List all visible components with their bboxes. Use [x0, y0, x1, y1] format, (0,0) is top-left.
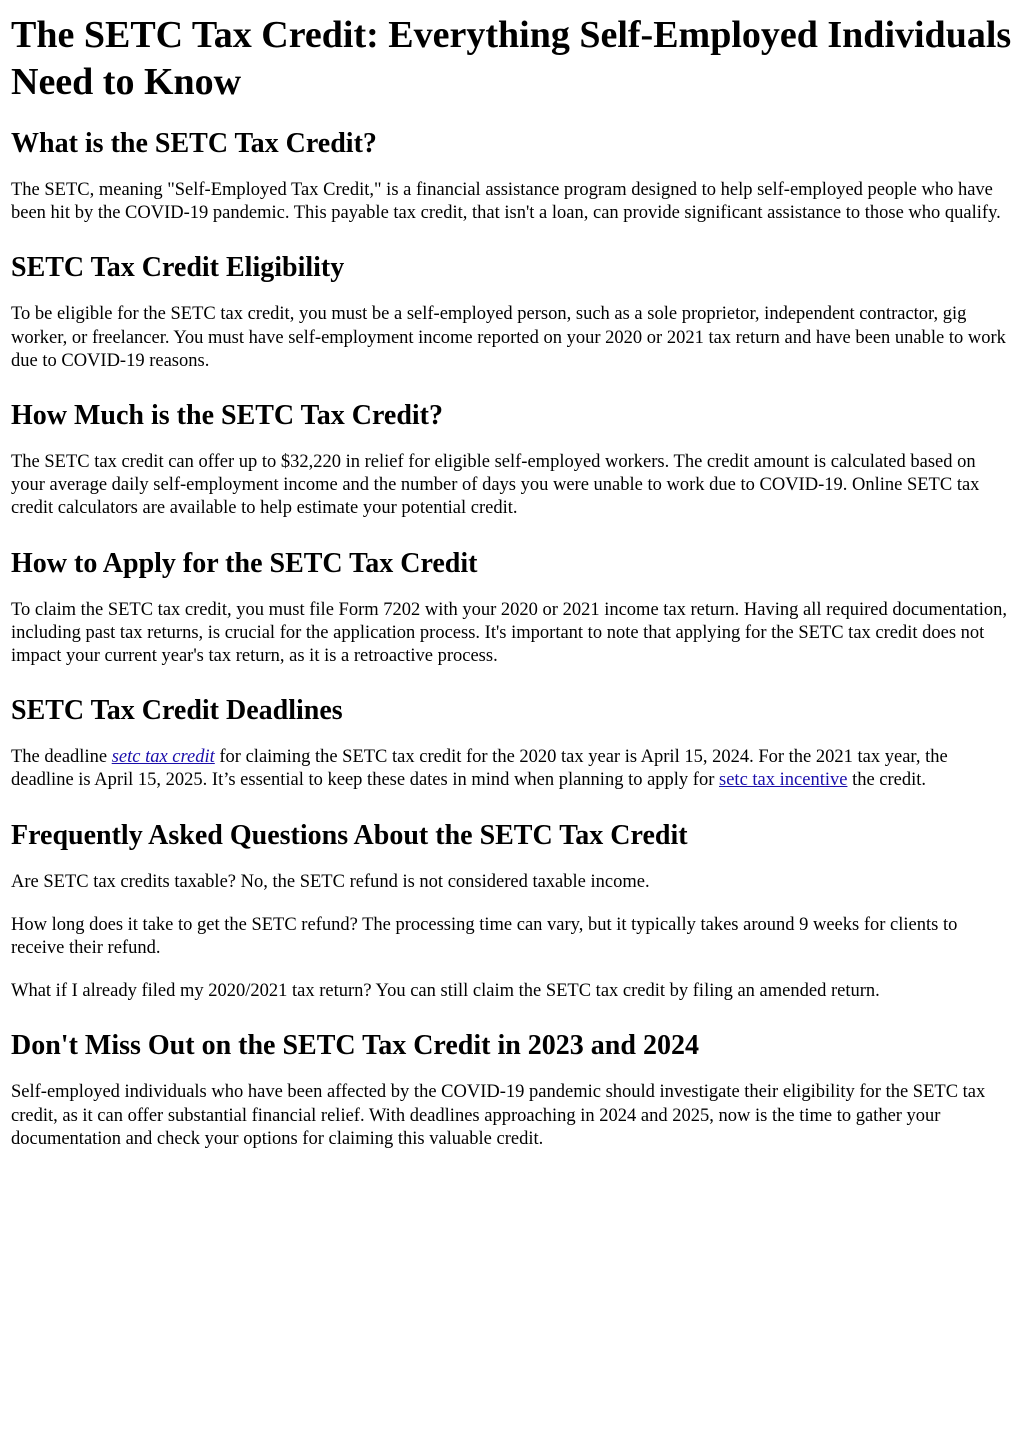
- section-paragraph: Self-employed individuals who have been affected by the COVID-19 pandemic should investigate their eligibility for the SETC tax credit, as it can offer substantial financial relief. With deadlines approaching in 2024 and 2025, now is the time to gather your documentation and check your options for claiming this valuable credit.: [11, 1082, 986, 1149]
- section-paragraph: The SETC, meaning "Self-Employed Tax Credit," is a financial assistance program designed to help self-employed people who have been hit by the COVID-19 pandemic. This payable tax credit, that isn't a loan, can provide significant assistance to those who qualify.: [11, 180, 1001, 224]
- section-faq: [11, 819, 1013, 1004]
- section-heading: What is the SETC Tax Credit?: [11, 128, 377, 159]
- section-what-is: [11, 127, 1013, 225]
- section-heading: SETC Tax Credit Deadlines: [11, 695, 343, 727]
- section-how-to-apply: [11, 547, 1013, 669]
- section-paragraph: The SETC tax credit can offer up to $32,220 in relief for eligible self-employed workers. The credit amount is calculated based on your average daily self-employment income and the number of days you were unable to work due to COVID-19. Online SETC tax credit calculators are available to help estimate your potential credit.: [11, 452, 980, 519]
- paragraph-text: the credit.: [847, 770, 927, 791]
- section-heading: How to Apply for the SETC Tax Credit: [11, 547, 478, 579]
- section-paragraph: [11, 746, 1013, 792]
- section-eligibility: [11, 251, 1013, 373]
- faq-item: How long does it take to get the SETC refund? The processing time can vary, but it typically takes around 9 weeks for clients to receive their refund.: [11, 914, 958, 959]
- section-heading: How Much is the SETC Tax Credit?: [11, 400, 443, 432]
- paragraph-text: for claiming the SETC tax credit for the 2020 tax year is April 15, 2024. For the 2021 tax year, the deadline is April 15, 2025. It’s essential to keep these dates in mind when planning to apply for: [11, 747, 948, 791]
- section-paragraph: To be eligible for the SETC tax credit, you must be a self-employed person, such as a sole proprietor, independent contractor, gig worker, or freelancer. You must have self-employment income reported on your 2020 or 2021 tax return and have been unable to work due to COVID-19 reasons.: [11, 304, 1006, 371]
- setc-tax-incentive-link[interactable]: setc tax incentive: [719, 770, 848, 791]
- section-heading: Don't Miss Out on the SETC Tax Credit in 2023 and 2024: [11, 1030, 699, 1062]
- section-heading: SETC Tax Credit Eligibility: [11, 252, 345, 284]
- faq-item: What if I already filed my 2020/2021 tax return? You can still claim the SETC tax credit by filing an amended return.: [11, 981, 880, 1002]
- faq-item: Are SETC tax credits taxable? No, the SETC refund is not considered taxable income.: [11, 871, 650, 892]
- paragraph-text: The deadline: [11, 747, 112, 768]
- section-how-much: [11, 399, 1013, 521]
- section-dont-miss-out: [11, 1029, 1013, 1151]
- page-title: The SETC Tax Credit: Everything Self-Employed Individuals Need to Know: [11, 14, 1012, 103]
- setc-tax-credit-link[interactable]: setc tax credit: [111, 747, 215, 768]
- section-paragraph: To claim the SETC tax credit, you must file Form 7202 with your 2020 or 2021 income tax return. Having all required documentation, including past tax returns, is crucial for the application process. It's important to note that applying for the SETC tax credit does not impact your current year's tax return, as it is a retroactive process.: [11, 599, 1007, 667]
- section-heading: Frequently Asked Questions About the SETC Tax Credit: [11, 819, 688, 851]
- section-deadlines: [11, 694, 1013, 792]
